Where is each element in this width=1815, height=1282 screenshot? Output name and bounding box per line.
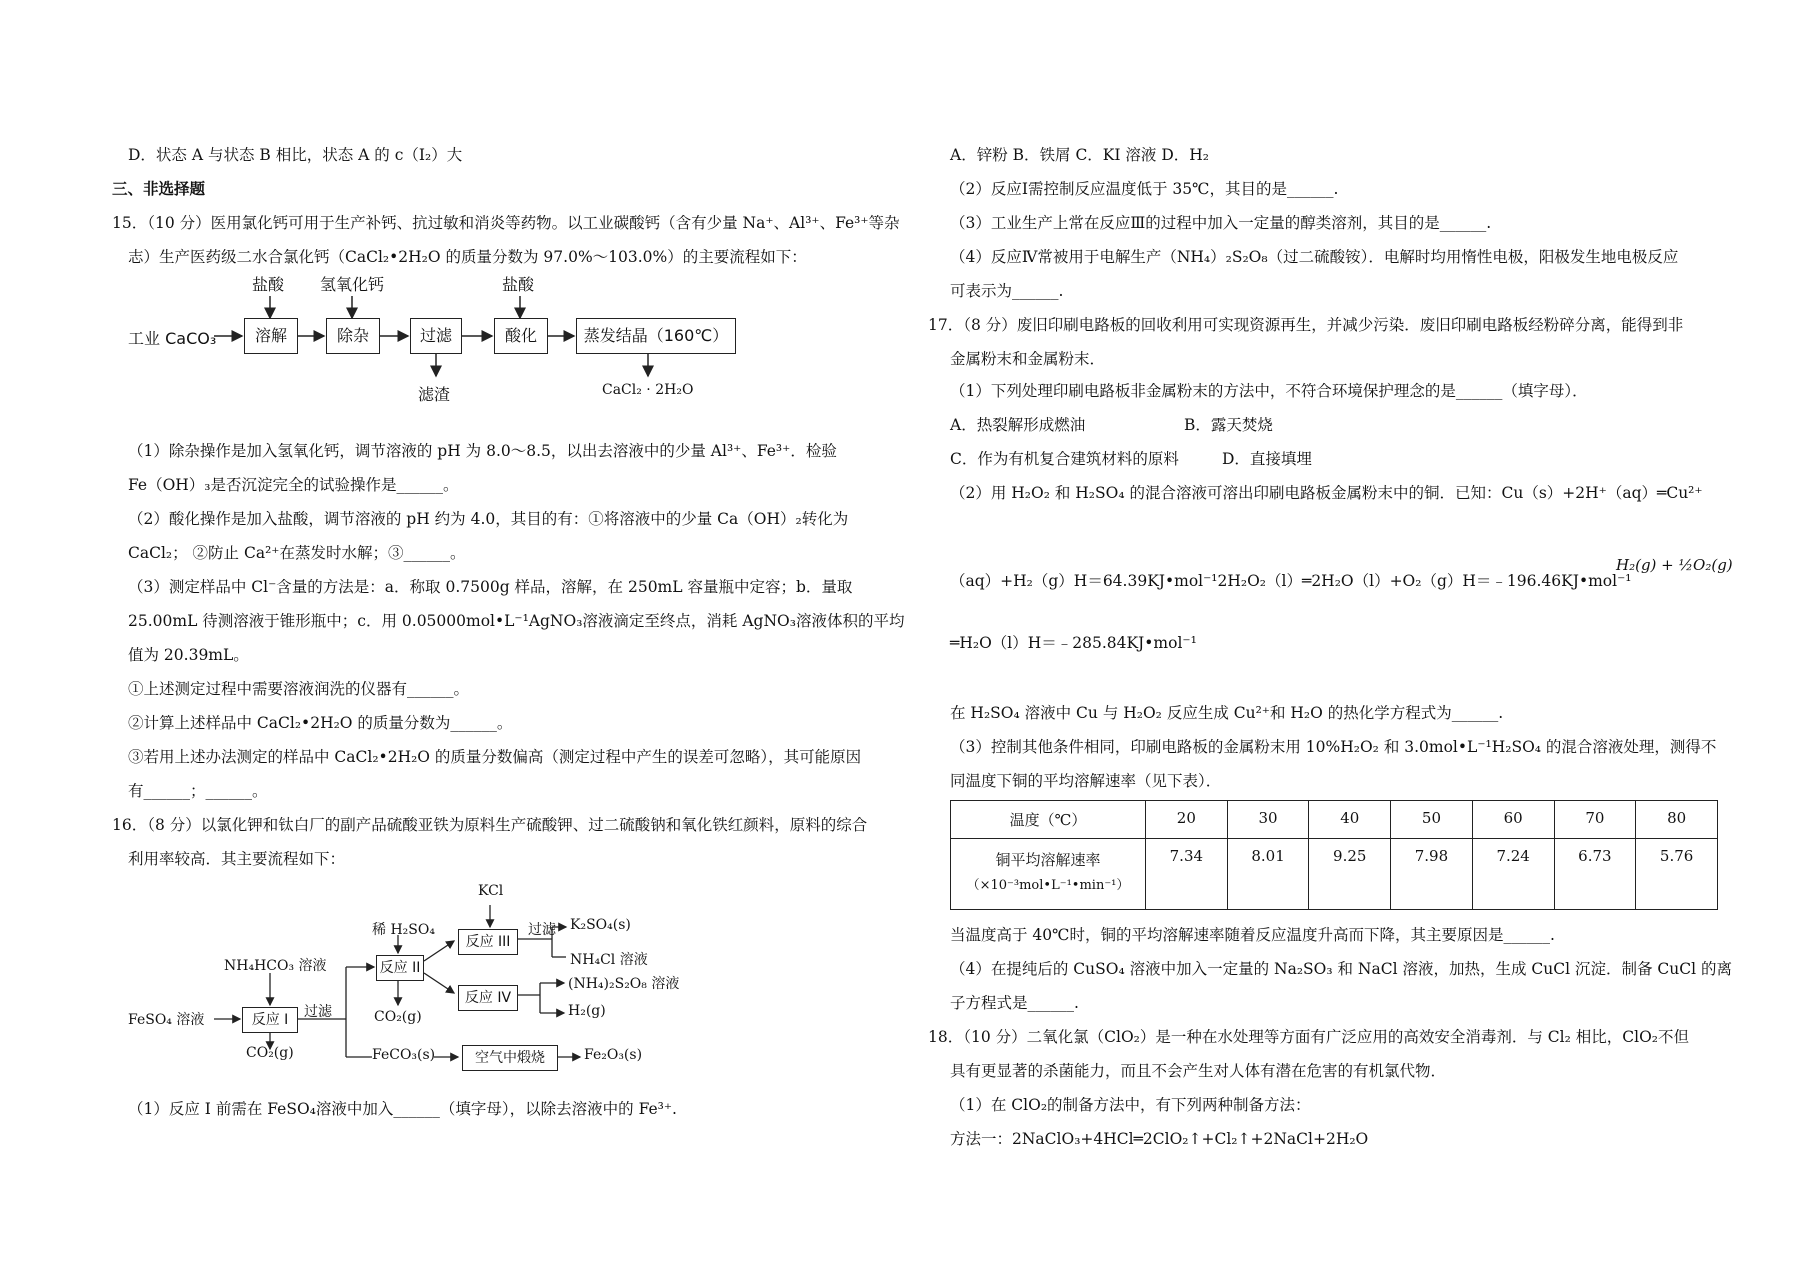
q16-p4b: 可表示为______. [950, 282, 1064, 300]
q17-p1: （1）下列处理印刷电路板非金属粉末的方法中，不符合环境保护理念的是______（填字母）． [950, 382, 1588, 400]
q16-p1: （1）反应 I 前需在 FeSO₄溶液中加入______（填字母），以除去溶液中的 Fe³⁺. [128, 1100, 677, 1118]
table-cell: 7.98 [1391, 839, 1473, 910]
flow-start-caco3: 工业 CaCO₃ [128, 329, 217, 348]
q16-k2so4: K₂SO₄(s) [570, 917, 631, 933]
q18-stem-2: 具有更显著的杀菌能力，而且不会产生对人体有潜在危害的有机氯代物． [950, 1062, 1447, 1080]
table-row-label [951, 839, 1146, 910]
q17-option-b: B．露天焚烧 [1184, 416, 1273, 434]
q17-p2d: 在 H₂SO₄ 溶液中 Cu 与 H₂O₂ 反应生成 Cu²⁺和 H₂O 的热化学方程式为______. [950, 704, 1504, 722]
q15-p2a: （2）酸化操作是加入盐酸，调节溶液的 pH 约为 4.0，其目的有：①将溶液中的少量 Ca（OH）₂转化为 [128, 510, 849, 528]
q15-p1a: （1）除杂操作是加入氢氧化钙，调节溶液的 pH 为 8.0～8.5，以出去溶液中的少量 Al³⁺、Fe³⁺．检验 [128, 442, 837, 460]
flow-output-product: CaCl₂ · 2H₂O [602, 382, 694, 398]
q16-p2: （2）反应Ⅰ需控制反应温度低于 35℃，其目的是______. [950, 180, 1339, 198]
flow-box-acidify: 酸化 [494, 318, 548, 354]
flow-input-hcl-2: 盐酸 [502, 275, 535, 294]
q15-stem-2: 志）生产医药级二水合氯化钙（CaCl₂•2H₂O 的质量分数为 97.0%～103.0%）的主要流程如下： [128, 248, 807, 266]
table-row [951, 839, 1718, 910]
q17-stem-2: 金属粉末和金属粉末． [950, 350, 1106, 368]
table-header-cell: 40 [1309, 801, 1391, 839]
flow-box-evaporate: 蒸发结晶（160℃） [576, 318, 736, 354]
q16-fe2o3: Fe₂O₃(s) [584, 1047, 643, 1063]
table-cell: 6.73 [1554, 839, 1636, 910]
q15-flow-diagram [128, 270, 768, 415]
q16-stem-2: 利用率较高．其主要流程如下： [128, 850, 346, 868]
flow-box-filter: 过滤 [410, 318, 462, 354]
table-header-cell: 60 [1472, 801, 1554, 839]
q18-method-1: 方法一：2NaClO₃+4HCl═2ClO₂↑+Cl₂↑+2NaCl+2H₂O [950, 1130, 1369, 1148]
table-cell: 9.25 [1309, 839, 1391, 910]
row-label-main: 铜平均溶解速率 [995, 851, 1101, 869]
table-header-cell: 50 [1391, 801, 1473, 839]
q15-s3a: ③若用上述办法测定的样品中 CaCl₂•2H₂O 的质量分数偏高（测定过程中产生的误差可忽略），其可能原因 [128, 748, 862, 766]
table-cell: 5.76 [1636, 839, 1718, 910]
q17-option-d: D．直接填埋 [1222, 450, 1312, 468]
table-header-cell: 20 [1146, 801, 1228, 839]
q16-p3: （3）工业生产上常在反应Ⅲ的过程中加入一定量的醇类溶剂，其目的是______. [950, 214, 1492, 232]
q16-reaction-1: 反应 I [242, 1007, 298, 1033]
q17-p3a: （3）控制其他条件相同，印刷电路板的金属粉末用 10%H₂O₂ 和 3.0mol•L⁻¹H₂SO₄ 的混合溶液处理，测得不 [950, 738, 1717, 756]
q17-formula: H₂(g) + ½O₂(g) [1616, 556, 1733, 574]
table-row [951, 801, 1718, 839]
q17-option-a: A．热裂解形成燃油 [950, 416, 1086, 434]
q18-stem-1: 18．（10 分）二氧化氯（ClO₂）是一种在水处理等方面有广泛应用的高效安全消毒剂．与 Cl₂ 相比，ClO₂不但 [928, 1028, 1689, 1046]
q16-h2so4: 稀 H₂SO₄ [372, 922, 435, 938]
option-d-line: D．状态 A 与状态 B 相比，状态 A 的 c（I₂）大 [128, 146, 463, 164]
table-header-cell: 温度（℃） [951, 801, 1146, 839]
q15-p3c: 值为 20.39mL。 [128, 646, 249, 664]
q16-nh4cl: NH₄Cl 溶液 [570, 952, 648, 968]
q16-persulfate: (NH₄)₂S₂O₈ 溶液 [568, 976, 680, 992]
q16-stem-1: 16．（8 分）以氯化钾和钛白厂的副产品硫酸亚铁为原料生产硫酸钾、过二硫酸钠和氧化铁红颜料，原料的综合 [112, 816, 868, 834]
q16-flow-diagram [128, 875, 728, 1065]
table-cell: 7.24 [1472, 839, 1554, 910]
q16-h2: H₂(g) [568, 1003, 606, 1019]
table-cell: 7.34 [1146, 839, 1228, 910]
q16-feso4: FeSO₄ 溶液 [128, 1012, 205, 1028]
q17-p2c: ═H₂O（l）H＝﹣285.84KJ•mol⁻¹ [950, 634, 1197, 652]
flow-input-hcl-1: 盐酸 [252, 275, 285, 294]
q16-nh4hco3: NH₄HCO₃ 溶液 [224, 958, 327, 974]
section-heading: 三、非选择题 [112, 179, 206, 198]
table-header-cell: 70 [1554, 801, 1636, 839]
q16-co2-2: CO₂(g) [374, 1009, 422, 1025]
q16-reaction-3: 反应 III [458, 929, 518, 955]
q15-stem-1: 15．（10 分）医用氯化钙可用于生产补钙、抗过敏和消炎等药物。以工业碳酸钙（含有少量 Na⁺、Al³⁺、Fe³⁺等杂 [112, 214, 900, 232]
q17-option-c: C．作为有机复合建筑材料的原料 [950, 450, 1179, 468]
q15-s3b: 有______；______。 [128, 782, 268, 800]
q17-p3b: 同温度下铜的平均溶解速率（见下表）． [950, 772, 1222, 790]
q17-p4a: （4）在提纯后的 CuSO₄ 溶液中加入一定量的 Na₂SO₃ 和 NaCl 溶液，加热，生成 CuCl 沉淀．制备 CuCl 的离 [950, 960, 1733, 978]
q16-kcl: KCl [478, 883, 504, 899]
q15-p2b: CaCl₂； ②防止 Ca²⁺在蒸发时水解；③______。 [128, 544, 466, 562]
table-cell: 8.01 [1227, 839, 1309, 910]
q16-co2-1: CO₂(g) [246, 1045, 294, 1061]
flow-box-purify: 除杂 [326, 318, 380, 354]
q17-p2a: （2）用 H₂O₂ 和 H₂SO₄ 的混合溶液可溶出印刷电路板金属粉末中的铜．已知：Cu（s）+2H⁺（aq）═Cu²⁺ [950, 484, 1703, 502]
q16-filter-2: 过滤 [528, 922, 556, 938]
q15-p3b: 25.00mL 待测溶液于锥形瓶中；c．用 0.05000mol•L⁻¹AgNO₃溶液滴定至终点，消耗 AgNO₃溶液体积的平均 [128, 612, 905, 630]
row-label-unit: （×10⁻³mol•L⁻¹•min⁻¹） [966, 878, 1130, 893]
q16-flow-arrows [128, 875, 728, 1065]
q16-options: A．锌粉 B．铁屑 C．KI 溶液 D．H₂ [950, 146, 1210, 164]
q17-p2b: （aq）+H₂（g）H＝64.39KJ•mol⁻¹2H₂O₂（l）═2H₂O（l）+O₂（g）H＝﹣196.46KJ•mol⁻¹ [950, 572, 1632, 590]
q16-reaction-4: 反应 IV [458, 985, 518, 1011]
q16-reaction-2: 反应 II [376, 955, 424, 981]
q18-p1: （1）在 ClO₂的制备方法中，有下列两种制备方法： [950, 1096, 1311, 1114]
q16-calcine-box: 空气中煅烧 [462, 1045, 558, 1071]
q15-s2: ②计算上述样品中 CaCl₂•2H₂O 的质量分数为______。 [128, 714, 513, 732]
q15-p1b: Fe（OH）₃是否沉淀完全的试验操作是______。 [128, 476, 459, 494]
flow-input-caoh2: 氢氧化钙 [320, 275, 385, 294]
q15-p3a: （3）测定样品中 Cl⁻含量的方法是：a．称取 0.7500g 样品，溶解，在 250mL 容量瓶中定容；b．量取 [128, 578, 853, 596]
q16-p4a: （4）反应Ⅳ常被用于电解生产（NH₄）₂S₂O₈（过二硫酸铵）．电解时均用惰性电极，阳极发生地电极反应 [950, 248, 1679, 266]
table-header-cell: 80 [1636, 801, 1718, 839]
flow-output-residue: 滤渣 [418, 385, 451, 404]
q16-feco3: FeCO₃(s) [372, 1047, 436, 1063]
q15-s1: ①上述测定过程中需要溶液润洗的仪器有______。 [128, 680, 470, 698]
q17-p4b: 子方程式是______. [950, 994, 1079, 1012]
rate-table [950, 800, 1718, 910]
q17-stem-1: 17．（8 分）废旧印刷电路板的回收利用可实现资源再生，并减少污染．废旧印刷电路板经粉碎分离，能得到非 [928, 316, 1684, 334]
q16-filter-1: 过滤 [304, 1004, 332, 1020]
table-header-cell: 30 [1227, 801, 1309, 839]
flow-box-dissolve: 溶解 [244, 318, 298, 354]
q17-p3c: 当温度高于 40℃时，铜的平均溶解速率随着反应温度升高而下降，其主要原因是______. [950, 926, 1555, 944]
